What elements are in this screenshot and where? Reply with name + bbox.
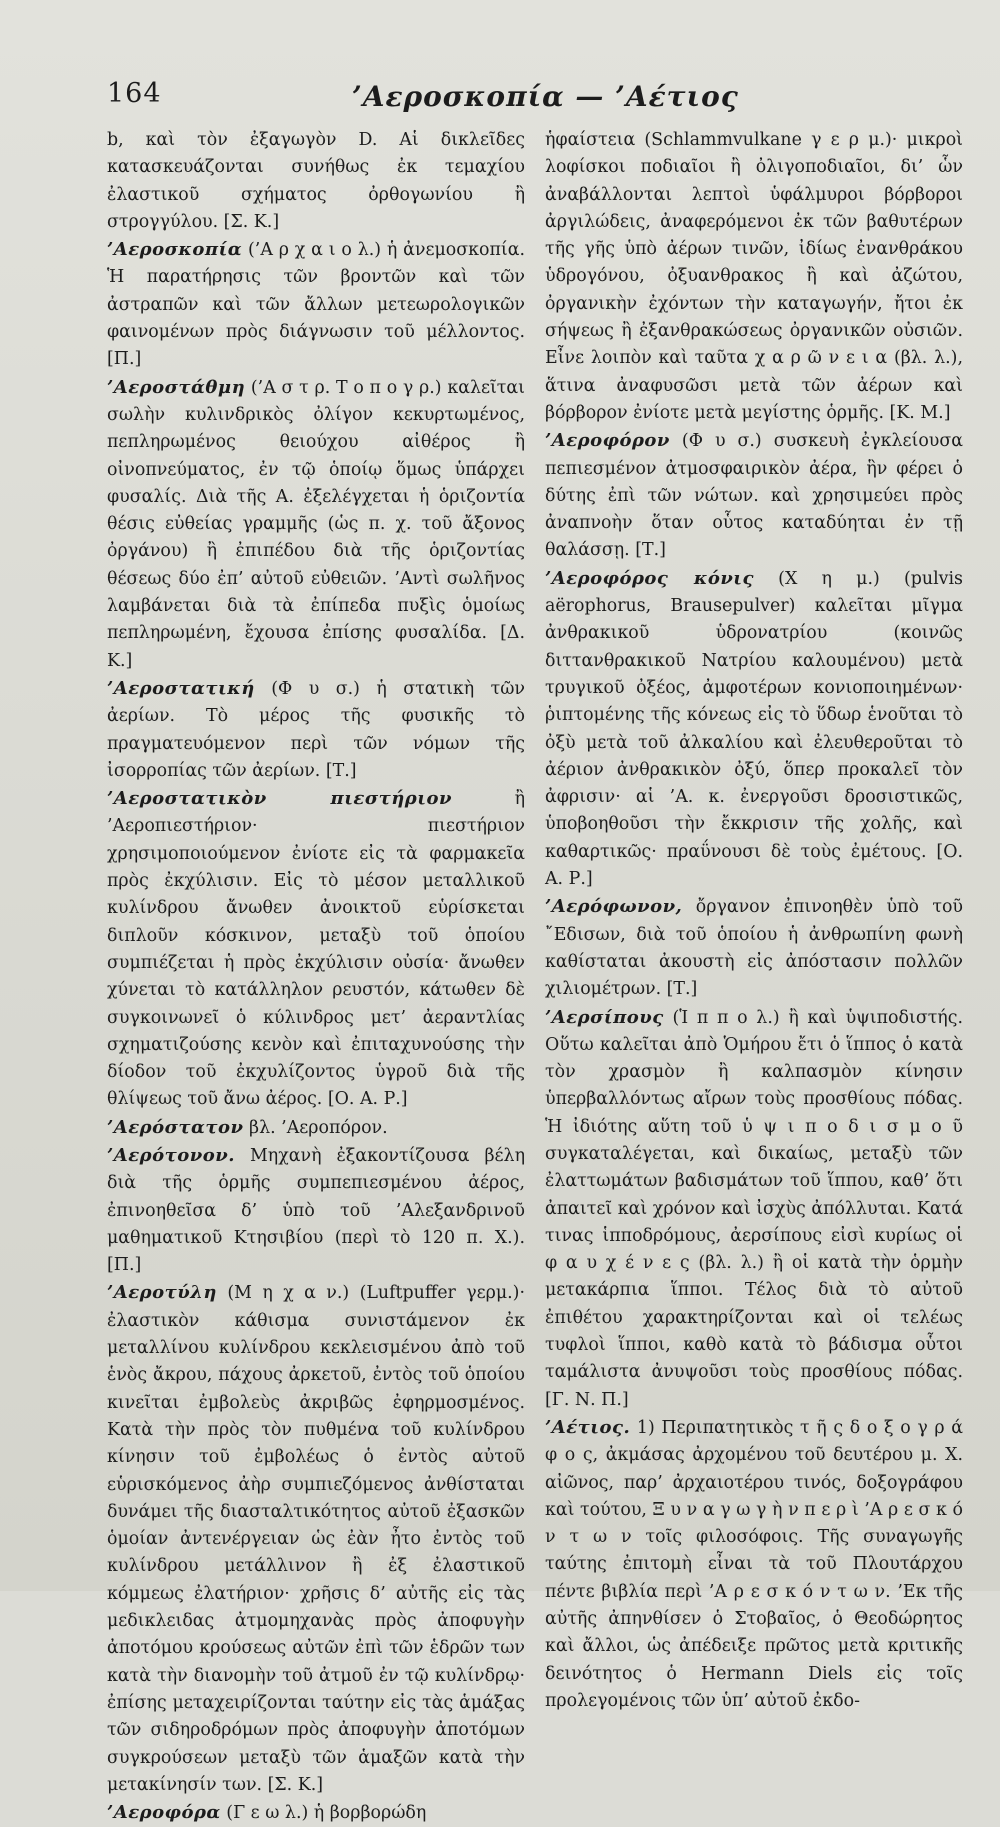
entry-headword: ’Αεροφόρον xyxy=(545,430,670,452)
entry-text: (Μ η χ α ν.) (Luftpuffer γερμ.)· ἐλαστικὸν κάθισμα συνιστάμενον ἐκ μεταλλίνου κυλίνδρου κεκλεισμένου ἀπὸ τοῦ ἑνὸς ἄκρου, πάχους ἀρκετοῦ, ἐντὸς τοῦ ὁποίου κινεῖται ἐμβολεὺς ἀκριβῶς ἐφηρμοσμένος. Κατὰ τὴν πρὸς τὸν πυθμένα τοῦ κυλίνδρου κίνησιν τοῦ ἐμβολέως ὁ ἐντὸς αὐτοῦ εὑρισκόμενος ἀὴρ συμπιεζόμενος ἀνθίσταται δυνάμει τῆς διασταλτικότητος αὐτοῦ ἐξασκῶν ὁμοίαν ἀντενέργειαν ὡς ἐὰν ἦτο ἐντὸς τοῦ κυλίνδρου μετάλλινον ἢ ἐξ ἐλαστικοῦ κόμμεως ἐλατήριον· χρῆσις δ’ αὐτῆς εἰς τὰς μεδικλειδας ἀτμομηχανὰς πρὸς ἀποφυγὴν ἀποτόμου κρούσεως αὐτῶν ἐπὶ τῶν ἑδρῶν των κατὰ τὴν διανομὴν τοῦ ἀτμοῦ ἐν τῷ κυλίνδρῳ· ἐπίσης μεταχειρίζονται ταύτην εἰς τὰς ἁμάξας τῶν σιδηροδρόμων πρὸς ἀποφυγὴν ἀποτόμων συγκρούσεων μεταξὺ τῶν ἁμαξῶν κατὰ τὴν μετακίνησίν των. [Σ. Κ.] xyxy=(107,1283,525,1795)
entry-headword: ’Αεροτύλη xyxy=(107,1282,217,1304)
entry-headword: ’Αέτιος. xyxy=(545,1416,631,1438)
dictionary-entry xyxy=(107,1114,525,1142)
entry-text: Μηχανὴ ἐξακοντίζουσα βέλη διὰ τῆς ὁρμῆς συμπεπιεσμένου ἀέρος, ἐπινοηθεῖσα δ’ ὑπὸ τοῦ ’Αλεξανδρινοῦ μαθηματικοῦ Κτησιβίου (περὶ τὸ 120 π. Χ.). [Π.] xyxy=(107,1145,525,1276)
entry-text: (’Α ρ χ α ι ο λ.) ἡ ἀνεμοσκοπία. Ἡ παρατήρησις τῶν βροντῶν καὶ τῶν ἀστραπῶν καὶ τῶν ἄλλων μετεωρολογικῶν φαινομένων πρὸς διάγνωσιν τοῦ μέλλοντος. [Π.] xyxy=(107,240,525,370)
dictionary-entry xyxy=(107,236,525,373)
entry-text: βλ. ’Αεροπόρον. xyxy=(243,1117,388,1138)
entry-text: (Ἱ π π ο λ.) ἢ καὶ ὑψιποδιστής. Οὕτω καλεῖται ἀπὸ Ὁμήρου ἔτι ὁ ἵππος ὁ κατὰ τὸν χρασμὸν ἢ καλπασμὸν κίνησιν ὑπερβαλλόντως αἴρων τοὺς προσθίους πόδας. Ἡ ἰδιότης αὕτη τοῦ ὑ ψ ι π ο δ ι σ μ ο ῦ συγκαταλέγεται, καὶ δικαίως, μεταξὺ τῶν ἐλαττωμάτων βαδισμάτων τοῦ ἵππου, καθ’ ὅτι ἀπαιτεῖ καὶ χρόνον καὶ ἰσχὺς ἀπόλλυται. Κατά τινας ἱπποδρόμους, ἀερσίπους εἰσὶ κυρίως οἱ φ α υ χ έ ν ε ς (βλ. λ.) ἢ οἱ κατὰ τὴν ὁρμὴν μετακάρπια ἵπποι. Τέλος διὰ τὸ αὐτοῦ ἐπιθέτου χαρακτηρίζονται καὶ οἱ τελέως τυφλοὶ ἵπποι, καθὸ κατὰ τὸ βάδισμα οὗτοι ταμάλιστα ἀνυψοῦσι τοὺς προσθίους πόδας. [Γ. Ν. Π.] xyxy=(545,1007,963,1410)
dictionary-entry xyxy=(545,1414,963,1715)
entry-text: (Γ ε ω λ.) ἡ βορβορώδη xyxy=(220,1803,427,1824)
dictionary-entry xyxy=(107,675,525,785)
entry-text: (Φ υ σ.) ἡ στατικὴ τῶν ἀερίων. Τὸ μέρος τῆς φυσικῆς τὸ πραγματευόμενον περὶ τῶν νόμων τῆς ἰσορροπίας τῶν ἀερίων. [Τ.] xyxy=(107,678,525,781)
right-column xyxy=(545,127,963,1715)
entry-headword: ’Αεροφόρα xyxy=(107,1802,221,1824)
dictionary-entry xyxy=(107,127,525,236)
entry-headword: ’Αερσίπους xyxy=(545,1006,664,1028)
page-number: 164 xyxy=(107,78,162,109)
dictionary-entry xyxy=(107,1142,525,1279)
left-column xyxy=(107,127,525,1827)
dictionary-entry xyxy=(545,1004,963,1414)
entry-text: ὄργανον ἐπινοηθὲν ὑπὸ τοῦ ῎Εδισων, διὰ τοῦ ὁποίου ἡ ἀνθρωπίνη φωνὴ καθίσταται ἀκουστὴ εἰς ἀπόστασιν πολλῶν χιλιομέτρων. [Τ.] xyxy=(545,897,963,1000)
dictionary-entry xyxy=(545,427,963,564)
entry-headword: ’Αερόστατον xyxy=(107,1116,244,1138)
dictionary-entry xyxy=(545,893,963,1003)
entry-headword: ’Αεροστατικὸν πιεστήριον xyxy=(107,788,452,810)
entry-headword: ’Αεροστάθμη xyxy=(107,376,246,398)
entry-headword: ’Αερότονον. xyxy=(107,1144,236,1166)
entry-headword: ’Αεροστατική xyxy=(107,677,255,699)
entry-text: b, καὶ τὸν ἐξαγωγὸν D. Αἱ δικλεῖδες κατασκευάζονται συνήθως ἐκ τεμαχίου ἐλαστικοῦ σχήματος ὀρθογωνίου ἢ στρογγύλου. [Σ. Κ.] xyxy=(107,130,525,232)
entry-headword: ’Αερόφωνον, xyxy=(545,896,683,918)
entry-text: 1) Περιπατητικὸς τ ῆ ς δ ο ξ ο γ ρ ά φ ο ς, ἀκμάσας ἀρχομένου τοῦ δευτέρου μ. Χ. αἰῶνος, παρ’ ἀρχαιοτέρου τινός, δοξογράφου καὶ τούτου, Ξ υ ν α γ ω γ ὴ ν π ε ρ ὶ ’Α ρ ε σ κ ό ν τ ω ν τοῖς φιλοσόφοις. Τῆς συναγωγῆς ταύτης ἐπιτομὴ εἶναι τὰ τοῦ Πλουτάρχου πέντε βιβλία περὶ ’Α ρ ε σ κ ό ν τ ω ν. ’Εκ τῆς αὐτῆς ἀπηνθίσεν ὁ Στοβαῖος, ὁ Θεοδώρητος καὶ ἄλλοι, ὡς ἀπέδειξε πρῶτος μετὰ κριτικῆς δεινότητος ὁ Hermann Diels εἰς τοῖς προλεγομένοις τῶν ὑπ’ αὐτοῦ ἐκδο- xyxy=(545,1417,963,1711)
page-header xyxy=(107,78,945,118)
dictionary-entry xyxy=(107,1799,525,1827)
entry-text: (’Α σ τ ρ. Τ ο π ο γ ρ.) καλεῖται σωλὴν κυλινδρικὸς ὀλίγον κεκυρτωμένος, πεπληρωμένος θειούχου αἰθέρος ἢ οἰνοπνεύματος, ἐν τῷ ὁποίῳ ὅμως ὑπάρχει φυσαλίς. Διὰ τῆς Α. ἐξελέγχεται ἡ ὁριζοντία θέσις εὐθείας γραμμῆς (ὡς π. χ. τοῦ ἄξονος ὀργάνου) ἢ ἐπιπέδου διὰ τῆς ὁριζοντίας θέσεως δύο ἐπ’ αὐτοῦ εὐθειῶν. ’Αντὶ σωλῆνος λαμβάνεται διὰ τὰ ἐπίπεδα πυξὶς ὁμοίως πεπληρωμένη, ἔχουσα ἐπίσης φυσαλίδα. [Δ. Κ.] xyxy=(107,377,525,671)
entry-text: (Φ υ σ.) συσκευὴ ἐγκλείουσα πεπιεσμένον ἀτμοσφαιρικὸν ἀέρα, ἣν φέρει ὁ δύτης ἐπὶ τῶν νώτων. καὶ χρησιμεύει πρὸς ἀναπνοὴν ὅταν οὗτος καταδύηται ἐν τῇ θαλάσσῃ. [Τ.] xyxy=(545,431,963,561)
dictionary-entry xyxy=(545,565,963,894)
running-head: ’Αεροσκοπία — ’Αέτιος xyxy=(352,80,739,113)
entry-headword: ’Αεροσκοπία xyxy=(107,239,243,261)
dictionary-entry xyxy=(545,127,963,427)
entry-headword: ’Αεροφόρος κόνις xyxy=(545,567,754,589)
dictionary-entry xyxy=(107,374,525,675)
dictionary-entry xyxy=(107,785,525,1114)
entry-text: ἡφαίστεια (Schlammvulkane γ ε ρ μ.)· μικροὶ λοφίσκοι ποδιαῖοι ἢ ὀλιγοποδιαῖοι, δι’ ὧν ἀναβάλλονται λεπτοὶ ὑφάλμυροι βόρβοροι ἀργιλώδεις, ἀναφερόμενοι ἐκ τῶν βαθυτέρων τῆς γῆς ὑπὸ ἀέρων τινῶν, ἰδίως ἐνανθράκου ὑδρογόνου, ὀξυανθρακος ἢ καὶ ἀζώτου, ὀργανικὴν ἐχόντων τὴν καταγωγήν, ἤτοι ἐκ σήψεως ἢ ἐξανθρακώσεως ὀργανικῶν οὐσιῶν. Εἶνε λοιπὸν καὶ ταῦτα χ α ρ ῶ ν ε ι α (βλ. λ.), ἅτινα ἀναφυσῶσι μετὰ τῶν ἀέρων καὶ βόρβορον ἐνίοτε μετὰ μεγίστης ὁρμῆς. [Κ. Μ.] xyxy=(545,130,963,423)
dictionary-entry xyxy=(107,1279,525,1799)
entry-text: ἢ ’Αεροπιεστήριον· πιεστήριον χρησιμοποιούμενον ἐνίοτε εἰς τὰ φαρμακεῖα πρὸς ἐκχύλισιν. Εἰς τὸ μέσον μεταλλικοῦ κυλίνδρου ἄνωθεν ἀνοικτοῦ εὑρίσκεται διπλοῦν κόσκινον, μεταξὺ τοῦ ὁποίου συμπιέζεται ἡ πρὸς ἐκχύλισιν οὐσία· ἄνωθεν χύνεται τὸ κατάλληλον ρευστόν, κάτωθεν δὲ συγκοινωνεῖ ὁ κύλινδρος μετ’ ἀεραντλίας σχηματιζούσης κενὸν καὶ ἐπιταχυνούσης τὴν δίοδον τοῦ ἐκχυλίζοντος ὑγροῦ διὰ τῆς θλίψεως τοῦ ἄνω ἀέρος. [Ο. Α. Ρ.] xyxy=(107,789,526,1110)
entry-text: (Χ η μ.) (pulvis aërophorus, Brausepulver) καλεῖται μῖγμα ἀνθρακικοῦ ὑδρονατρίου (κοινῶς διττανθρακικοῦ Νατρίου καλουμένου) μετὰ τρυγικοῦ ὀξέος, ἀμφοτέρων κονιοποιημένων· ῥιπτομένης τῆς κόνεως εἰς τὸ ὕδωρ ἑνοῦται τὸ ὀξὺ μετὰ τοῦ ἀλκαλίου καὶ ἐλευθεροῦται τὸ ἀέριον ἀνθρακικὸν ὀξύ, ὅπερ προκαλεῖ τὸν ἀφρισιν· αἱ ’Α. κ. ἐνεργοῦσι δροσιστικῶς, ὑποβοηθοῦσι τὴν ἔκκρισιν τῆς χολῆς, καὶ καθαρτικῶς· πραΰνουσι δὲ τοὺς ἐμέτους. [Ο. Α. Ρ.] xyxy=(545,568,963,890)
